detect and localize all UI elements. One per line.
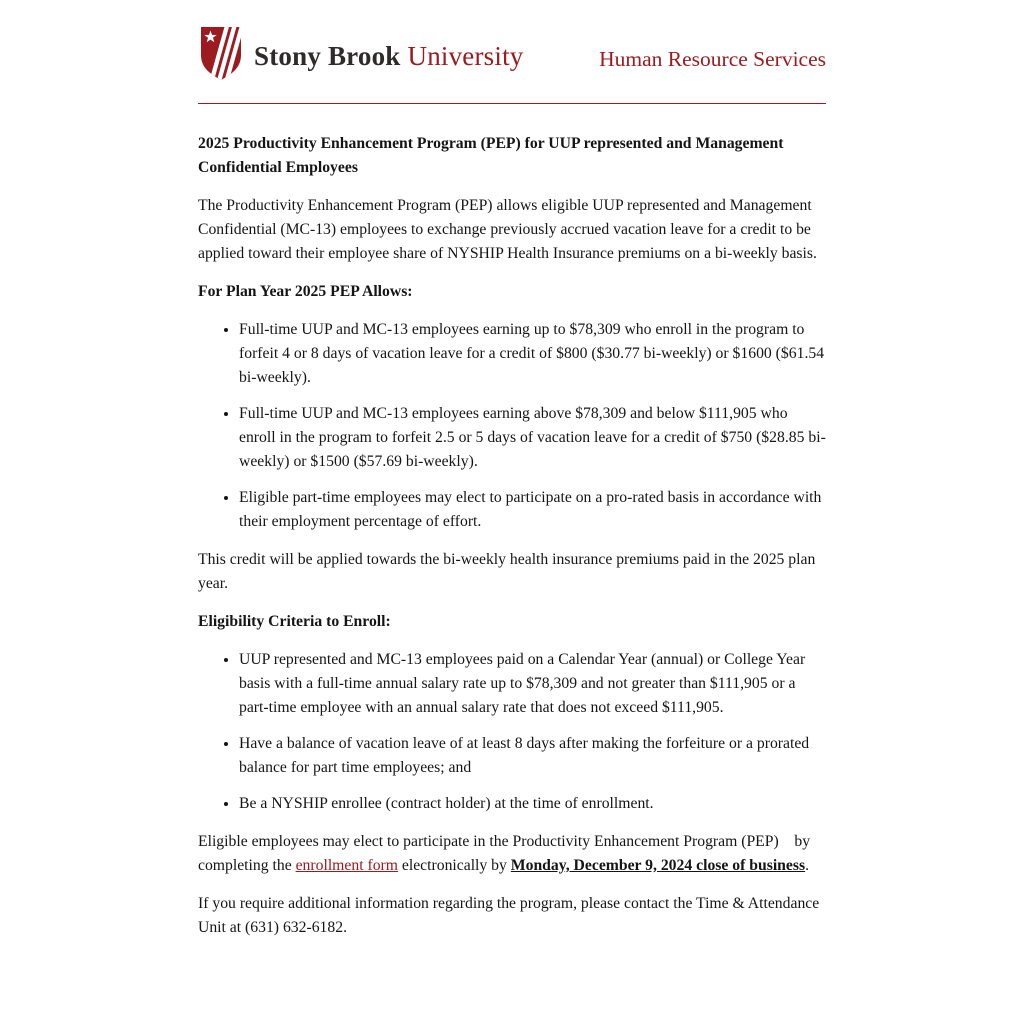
- eligibility-list: [198, 648, 826, 816]
- list-item: • UUP represented and MC-13 employees paid on a Calendar Year (annual) or College Year basis with a full-time annual salary rate up to $78,309 and not greater than $111,905 or a part-time employee with an annual salary rate that does not exceed $111,905.: [239, 648, 826, 720]
- logo-wordmark: [254, 41, 524, 72]
- enrollment-text-before: Eligible employees may elect to participate in the Productivity Enhancement Program (PEP) by completing the: [198, 833, 811, 874]
- document-title: 2025 Productivity Enhancement Program (PEP) for UUP represented and Management Confidential Employees: [198, 135, 784, 176]
- department-title: Human Resource Services: [599, 46, 826, 71]
- list-item: • Have a balance of vacation leave of at least 8 days after making the forfeiture or a prorated balance for part time employees; and: [239, 732, 826, 780]
- contact-paragraph: If you require additional information regarding the program, please contact the Time & Attendance Unit at (631) 632-6182.: [198, 895, 820, 936]
- list-item: • Full-time UUP and MC-13 employees earning up to $78,309 who enroll in the program to forfeit 4 or 8 days of vacation leave for a credit of $800 ($30.77 bi-weekly) or $1600 ($61.54 bi-weekly).: [239, 318, 826, 390]
- logo-wordmark-secondary: University: [407, 40, 524, 71]
- list-item: • Be a NYSHIP enrollee (contract holder) at the time of enrollment.: [239, 792, 826, 816]
- enrollment-form-link[interactable]: enrollment form: [295, 857, 398, 874]
- plan-year-list: [198, 318, 826, 534]
- logo-wordmark-primary: Stony Brook: [254, 40, 401, 71]
- stony-brook-logo: [198, 25, 524, 87]
- enrollment-text-middle: electronically by: [397, 857, 511, 874]
- section1-heading: For Plan Year 2025 PEP Allows:: [198, 283, 413, 300]
- enrollment-text-after: .: [805, 857, 809, 874]
- shield-icon: [198, 25, 244, 87]
- section2-heading: Eligibility Criteria to Enroll:: [198, 613, 391, 630]
- list-item: • Eligible part-time employees may elect to participate on a pro-rated basis in accordance with their employment percentage of effort.: [239, 486, 826, 534]
- document-content: [198, 0, 826, 940]
- header: [198, 24, 826, 88]
- enrollment-deadline: Monday, December 9, 2024 close of business: [510, 857, 806, 874]
- intro-paragraph: The Productivity Enhancement Program (PEP) allows eligible UUP represented and Management Confidential (MC-13) employees to exchange previously accrued vacation leave for a credit to be applied toward their employee share of NYSHIP Health Insurance premiums on a bi-weekly basis.: [198, 197, 817, 262]
- credit-note-paragraph: This credit will be applied towards the bi-weekly health insurance premiums paid in the 2025 plan year.: [198, 551, 816, 592]
- enrollment-paragraph: [198, 830, 826, 878]
- list-item: • Full-time UUP and MC-13 employees earning above $78,309 and below $111,905 who enroll in the program to forfeit 2.5 or 5 days of vacation leave for a credit of $750 ($28.85 bi-weekly) or $1500 ($57.69 bi-weekly).: [239, 402, 826, 474]
- document-body: [198, 104, 826, 940]
